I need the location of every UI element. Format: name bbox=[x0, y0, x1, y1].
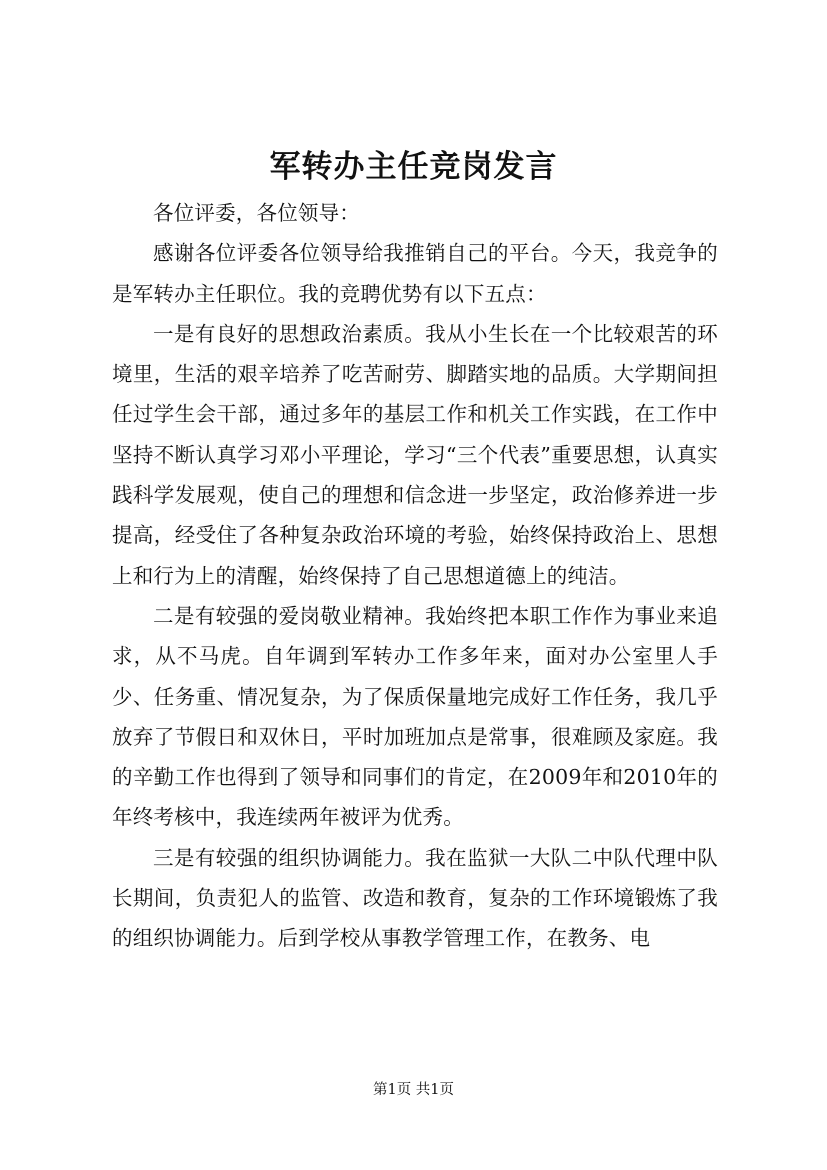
page-number-footer: 第1页 共1页 bbox=[372, 1082, 455, 1098]
document-body bbox=[112, 193, 718, 959]
paragraph-political-quality: 一是有良好的思想政治素质。我从小生长在一个比较艰苦的环境里，生活的艰辛培养了吃苦耐劳、脚踏实地的品质。大学期间担任过学生会干部，通过多年的基层工作和机关工作实践，在工作中坚持不断认真学习邓小平理论，学习“三个代表”重要思想，认真实践科学发展观，使自己的理想和信念进一步坚定，政治修养进一步提高，经受住了各种复杂政治环境的考验，始终保持政治上、思想上和行为上的清醒，始终保持了自己思想道德上的纯洁。 bbox=[112, 321, 718, 588]
document-title: 军转办主任竞岗发言 bbox=[269, 149, 558, 185]
paragraph-coordination: 三是有较强的组织协调能力。我在监狱一大队二中队代理中队长期间，负责犯人的监管、改造和教育，复杂的工作环境锻炼了我的组织协调能力。后到学校从事教学管理工作，在教务、电 bbox=[112, 845, 718, 951]
paragraph-dedication: 二是有较强的爱岗敬业精神。我始终把本职工作作为事业来追求，从不马虎。自年调到军转办工作多年来，面对办公室里人手少、任务重、情况复杂，为了保质保量地完成好工作任务，我几乎放弃了节假日和双休日，平时加班加点是常事，很难顾及家庭。我的辛勤工作也得到了领导和同事们的肯定，在2009年和2010年的年终考核中，我连续两年被评为优秀。 bbox=[112, 603, 718, 830]
paragraph-intro: 感谢各位评委各位领导给我推销自己的平台。今天，我竞争的是军转办主任职位。我的竞聘优势有以下五点： bbox=[112, 241, 718, 306]
salutation: 各位评委，各位领导： bbox=[153, 201, 360, 225]
